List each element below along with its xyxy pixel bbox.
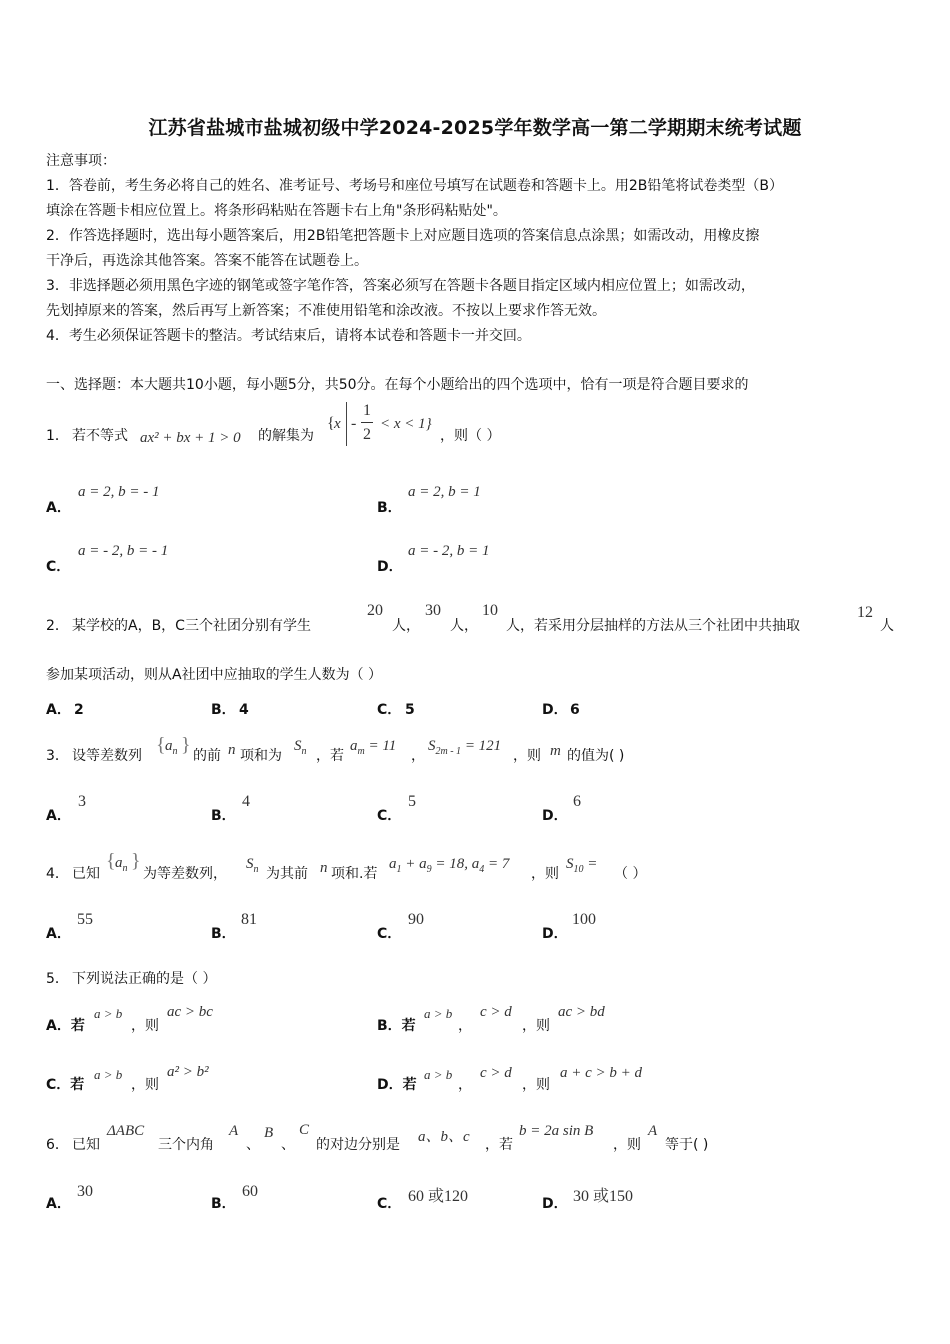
- question-number: 1．: [46, 428, 69, 444]
- option-value: a = - 2, b = 1: [408, 543, 490, 559]
- sum-symbol: $S_n$: [246, 856, 259, 875]
- option-label: A．: [46, 808, 71, 824]
- question-text: 人，: [392, 618, 420, 634]
- option-value: 30: [77, 1183, 93, 1200]
- conclusion: a + c > b + d: [560, 1065, 643, 1081]
- option-label: D．若: [377, 1077, 417, 1093]
- option-label: D．: [377, 559, 403, 575]
- option-value: 5: [408, 793, 416, 810]
- conclusion: ac > bd: [558, 1004, 605, 1020]
- question-text: ，则: [613, 1137, 641, 1153]
- option-label: B．: [211, 808, 236, 824]
- angle: C: [299, 1122, 310, 1138]
- sum-symbol: $S_{10}$ =: [566, 856, 598, 875]
- option-label: D．: [542, 702, 568, 718]
- option-label: A．: [46, 702, 71, 718]
- question-text: 人: [880, 618, 894, 634]
- question-number: 4．: [46, 866, 69, 882]
- question-text: 的对边分别是: [316, 1137, 400, 1153]
- question-text: 已知: [72, 866, 100, 882]
- sequence-term: $a_n$: [115, 855, 128, 874]
- option-label: B．: [211, 926, 236, 942]
- question-text: 的前: [193, 748, 221, 764]
- option-value: a = - 2, b = - 1: [78, 543, 169, 559]
- option-value: 81: [241, 911, 257, 928]
- question-text: 为等差数列，: [143, 866, 227, 882]
- question-number: 6．: [46, 1137, 69, 1153]
- option-label: C．: [377, 702, 402, 718]
- condition: a > b: [94, 1067, 123, 1082]
- inequality: ax² + bx + 1 > 0: [140, 430, 241, 446]
- conclusion: a² > b²: [167, 1064, 209, 1080]
- question-text: （ ）: [614, 866, 647, 882]
- option-label: B．若: [377, 1018, 416, 1034]
- option-label: D．: [542, 926, 568, 942]
- equation: b = 2a sin B: [519, 1123, 594, 1139]
- option-value: 60 或120: [408, 1188, 469, 1205]
- notice-heading: 注意事项：: [46, 153, 116, 169]
- set-variable: x: [334, 416, 341, 432]
- number: 10: [482, 602, 498, 619]
- question-text: ，则: [513, 748, 541, 764]
- option-value: 60: [242, 1183, 258, 1200]
- notice-line: 1．答卷前，考生务必将自己的姓名、准考证号、考场号和座位号填写在试题卷和答题卡上。用2B铅笔将试卷类型（B）: [46, 178, 784, 194]
- option-label: C．: [377, 1196, 402, 1212]
- question-text: 某学校的A，B，C三个社团分别有学生: [72, 618, 311, 634]
- option-label: D．: [542, 808, 568, 824]
- number: 20: [367, 602, 383, 619]
- notice-line: 3．非选择题必须用黑色字迹的钢笔或签字笔作答，答案必须写在答题卡各题目指定区域内相应位置上；如需改动，: [46, 278, 755, 294]
- question-text: 参加某项活动，则从A社团中应抽取的学生人数为（ ）: [46, 667, 383, 683]
- fraction-denominator: 2: [363, 426, 371, 443]
- option-label: B．: [211, 1196, 236, 1212]
- variable: m: [550, 743, 561, 759]
- question-text: ，则（ ）: [440, 428, 501, 444]
- option-value: 6: [573, 793, 581, 810]
- condition: c > d: [480, 1065, 512, 1081]
- variable: n: [228, 742, 236, 758]
- triangle: ΔABC: [107, 1123, 145, 1139]
- condition: $S_{2m - 1} = 121$: [428, 738, 502, 757]
- option-value: 5: [405, 702, 415, 718]
- condition: $a_m = 11$: [350, 738, 397, 757]
- variable: n: [320, 860, 328, 876]
- question-number: 3．: [46, 748, 69, 764]
- notice-line: 干净后，再选涂其他答案。答案不能答在试题卷上。: [46, 253, 368, 269]
- option-label: B．: [377, 500, 402, 516]
- sum-symbol: $S_n$: [294, 738, 307, 757]
- conclusion: ac > bc: [167, 1004, 213, 1020]
- notice-line: 2．作答选择题时，选出每小题答案后，用2B铅笔把答题卡上对应题目选项的答案信息点涂黑；如需改动，用橡皮擦: [46, 228, 760, 244]
- option-label: A．: [46, 1196, 71, 1212]
- condition: a > b: [94, 1006, 123, 1021]
- condition: $a_1 + a_9 = 18$, $a_4 = 7$: [389, 856, 510, 875]
- question-text: 设等差数列: [72, 748, 142, 764]
- option-label: C．: [46, 559, 71, 575]
- option-value: a = 2, b = 1: [408, 484, 481, 500]
- question-text: 项和.若: [331, 866, 378, 882]
- option-value: 4: [239, 702, 249, 718]
- option-value: 2: [74, 702, 84, 718]
- question-text: 的值为( ): [567, 748, 625, 764]
- option-value: 100: [572, 911, 596, 928]
- option-label: A．: [46, 926, 71, 942]
- option-label: C．: [377, 926, 402, 942]
- option-label: C．若: [46, 1077, 85, 1093]
- question-text: 若不等式: [72, 428, 128, 444]
- option-label: C．: [377, 808, 402, 824]
- option-label: A．若: [46, 1018, 85, 1034]
- option-value: 90: [408, 911, 424, 928]
- number: 30: [425, 602, 441, 619]
- option-value: 30 或150: [573, 1188, 634, 1205]
- section-heading: 一、选择题：本大题共10小题，每小题5分，共50分。在每个小题给出的四个选项中，恰有一项是符合题目要求的: [46, 377, 749, 393]
- question-text: 下列说法正确的是（ ）: [72, 971, 217, 987]
- question-text: ，若: [485, 1137, 513, 1153]
- sequence-term: $a_n$: [165, 738, 178, 757]
- condition: a > b: [424, 1006, 453, 1021]
- question-text: 的解集为: [258, 428, 314, 444]
- sides: a、b、c: [418, 1129, 470, 1145]
- notice-line: 填涂在答题卡相应位置上。将条形码粘贴在答题卡右上角"条形码粘贴处"。: [46, 203, 507, 219]
- option-value: 6: [570, 702, 580, 718]
- question-text: 人，: [450, 618, 478, 634]
- option-value: a = 2, b = - 1: [78, 484, 160, 500]
- question-text: 已知: [72, 1137, 100, 1153]
- option-value: 4: [242, 793, 250, 810]
- angle: B: [264, 1125, 274, 1141]
- notice-line: 先划掉原来的答案，然后再写上新答案；不准使用铅笔和涂改液。不按以上要求作答无效。: [46, 303, 606, 319]
- question-text: ，则: [531, 866, 559, 882]
- question-text: 为其前: [266, 866, 308, 882]
- option-value: 3: [78, 793, 86, 810]
- condition: a > b: [424, 1067, 453, 1082]
- option-label: B．: [211, 702, 236, 718]
- question-number: 2．: [46, 618, 69, 634]
- number: 12: [857, 604, 873, 621]
- condition: c > d: [480, 1004, 512, 1020]
- question-text: 人，若采用分层抽样的方法从三个社团中共抽取: [506, 618, 800, 634]
- angle: A: [229, 1123, 239, 1139]
- question-text: 项和为: [240, 748, 282, 764]
- page-title: 江苏省盐城市盐城初级中学2024-2025学年数学高一第二学期期末统考试题: [148, 117, 802, 139]
- angle: A: [648, 1123, 658, 1139]
- set-tail: < x < 1}: [380, 416, 432, 432]
- question-number: 5．: [46, 971, 69, 987]
- fraction-numerator: 1: [363, 402, 371, 419]
- question-text: ，若: [316, 748, 344, 764]
- notice-line: 4．考生必须保证答题卡的整洁。考试结束后，请将本试卷和答题卡一并交回。: [46, 328, 531, 344]
- option-label: A．: [46, 500, 71, 516]
- question-text: 三个内角: [158, 1137, 214, 1153]
- option-label: D．: [542, 1196, 568, 1212]
- question-text: 等于( ): [665, 1137, 709, 1153]
- option-value: 55: [77, 911, 93, 928]
